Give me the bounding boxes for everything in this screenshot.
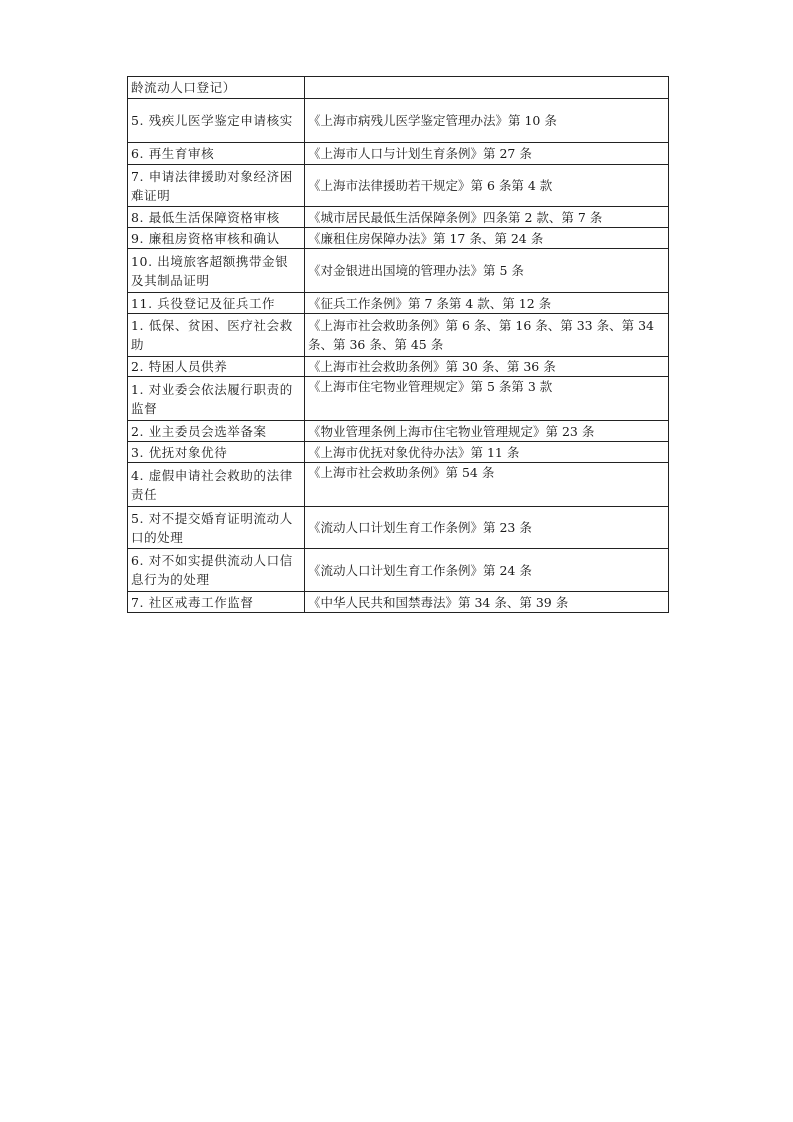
table-row	[128, 165, 669, 207]
item-cell: 1. 对业委会依法履行职责的监督	[128, 377, 305, 421]
item-cell: 11. 兵役登记及征兵工作	[128, 293, 305, 314]
legal-basis-cell: 《上海市病残儿医学鉴定管理办法》第 10 条	[305, 99, 669, 143]
item-cell: 龄流动人口登记）	[128, 77, 305, 99]
legal-basis-cell: 《流动人口计划生育工作条例》第 24 条	[305, 549, 669, 592]
table-row	[128, 77, 669, 99]
legal-basis-cell: 《廉租住房保障办法》第 17 条、第 24 条	[305, 228, 669, 249]
item-cell: 4. 虚假申请社会救助的法律责任	[128, 463, 305, 507]
legal-basis-table	[127, 76, 669, 613]
item-cell: 6. 再生育审核	[128, 143, 305, 165]
table-row	[128, 99, 669, 143]
table-row	[128, 293, 669, 314]
item-cell: 3. 优抚对象优待	[128, 442, 305, 463]
legal-basis-cell: 《流动人口计划生育工作条例》第 23 条	[305, 507, 669, 549]
table-row	[128, 442, 669, 463]
legal-basis-cell: 《上海市社会救助条例》第 6 条、第 16 条、第 33 条、第 34 条、第 36 条、第 45 条	[305, 314, 669, 357]
legal-basis-cell: 《上海市住宅物业管理规定》第 5 条第 3 款	[305, 377, 669, 421]
item-cell: 5. 残疾儿医学鉴定申请核实	[128, 99, 305, 143]
legal-basis-cell	[305, 77, 669, 99]
legal-basis-cell: 《物业管理条例上海市住宅物业管理规定》第 23 条	[305, 421, 669, 442]
item-cell: 7. 社区戒毒工作监督	[128, 592, 305, 613]
table-row	[128, 549, 669, 592]
item-cell: 5. 对不提交婚育证明流动人口的处理	[128, 507, 305, 549]
legal-basis-cell: 《城市居民最低生活保障条例》四条第 2 款、第 7 条	[305, 207, 669, 228]
table-row	[128, 357, 669, 377]
item-cell: 7. 申请法律援助对象经济困难证明	[128, 165, 305, 207]
legal-basis-cell: 《征兵工作条例》第 7 条第 4 款、第 12 条	[305, 293, 669, 314]
item-cell: 2. 业主委员会选举备案	[128, 421, 305, 442]
legal-basis-cell: 《上海市人口与计划生育条例》第 27 条	[305, 143, 669, 165]
table-row	[128, 421, 669, 442]
item-cell: 8. 最低生活保障资格审核	[128, 207, 305, 228]
table-row	[128, 507, 669, 549]
item-cell: 2. 特困人员供养	[128, 357, 305, 377]
table-row	[128, 228, 669, 249]
item-cell: 6. 对不如实提供流动人口信息行为的处理	[128, 549, 305, 592]
legal-basis-cell: 《中华人民共和国禁毒法》第 34 条、第 39 条	[305, 592, 669, 613]
legal-basis-cell: 《上海市社会救助条例》第 54 条	[305, 463, 669, 507]
table-row	[128, 592, 669, 613]
legal-basis-cell: 《上海市法律援助若干规定》第 6 条第 4 款	[305, 165, 669, 207]
legal-basis-cell: 《上海市社会救助条例》第 30 条、第 36 条	[305, 357, 669, 377]
legal-basis-cell: 《上海市优抚对象优待办法》第 11 条	[305, 442, 669, 463]
item-cell: 9. 廉租房资格审核和确认	[128, 228, 305, 249]
legal-basis-cell: 《对金银进出国境的管理办法》第 5 条	[305, 249, 669, 293]
table-row	[128, 377, 669, 421]
table-row	[128, 463, 669, 507]
table-row	[128, 207, 669, 228]
table-row	[128, 314, 669, 357]
item-cell: 1. 低保、贫困、医疗社会救助	[128, 314, 305, 357]
table-row	[128, 249, 669, 293]
table-row	[128, 143, 669, 165]
item-cell: 10. 出境旅客超额携带金银及其制品证明	[128, 249, 305, 293]
